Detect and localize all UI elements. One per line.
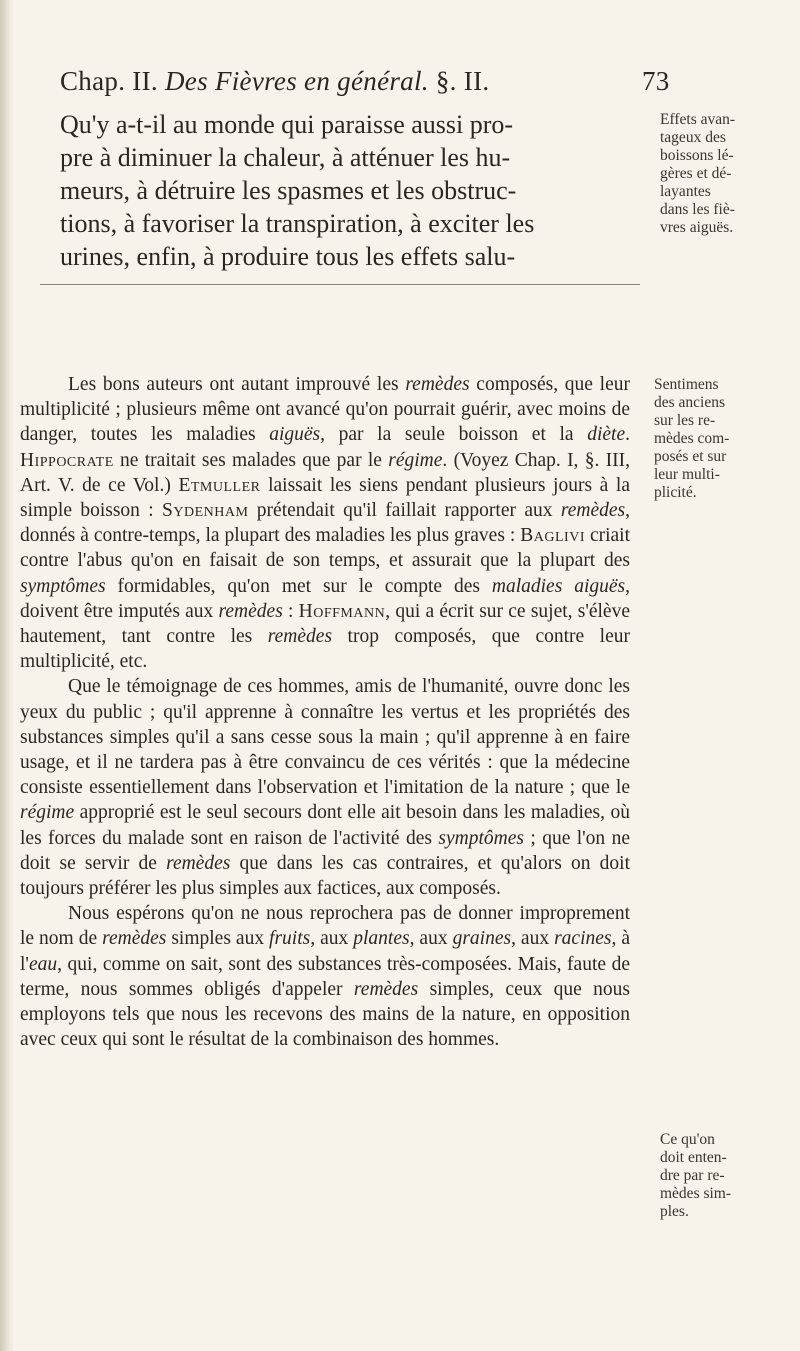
italic-run: racines — [554, 928, 612, 950]
text-run: formidables, qu'on met sur le compte des — [105, 575, 492, 597]
italic-run: remèdes — [405, 374, 470, 395]
opening-line: tions, à favoriser la transpiration, à exciter les — [60, 209, 535, 238]
italic-run: régime — [20, 802, 75, 824]
page-binding-shadow — [0, 0, 14, 1351]
text-run: trop composés, que contre leur multiplicité, etc. — [20, 626, 631, 673]
text-run: , aux — [310, 928, 354, 950]
italic-run: remèdes — [166, 852, 231, 874]
text-run: criait contre l'abus qu'on en faisait de son temps, et assurait que la plupart des — [20, 525, 631, 572]
italic-run: diète — [587, 424, 626, 446]
author-name: Hoffmann — [298, 600, 386, 622]
author-name: Baglivi — [520, 525, 585, 547]
italic-run: remèdes — [560, 500, 626, 522]
text-run: , donnés à contre-temps, la plupart des maladies les plus graves : — [20, 500, 630, 547]
margin-note-effets: Effets avan- tageux des boissons lé- gères et dé- layantes dans les fiè- vres aiguës. — [660, 111, 736, 236]
text-run: composés, que leur multiplicité ; plusieurs même ont avancé qu'on pourrait guérir, avec moins de danger, toutes les maladies — [20, 374, 630, 446]
margin-note-remedes-simples: Ce qu'on doit enten- dre par re- mèdes sim- ples. — [660, 1131, 732, 1220]
text-run: . — [625, 424, 630, 446]
opening-paragraph — [60, 108, 680, 273]
italic-run: remèdes — [102, 928, 167, 950]
text-run: , doivent être imputés aux — [20, 575, 630, 622]
opening-line: Qu'y a-t-il au monde qui paraisse aussi pro- — [60, 110, 514, 139]
text-run: simples aux — [166, 928, 270, 950]
opening-line: urines, enfin, à produire tous les effets salu- — [60, 242, 516, 271]
italic-run: aiguës — [269, 424, 321, 446]
author-name: Etmuller — [178, 474, 261, 496]
italic-run: graines — [452, 928, 512, 950]
text-run: laissait les siens pendant plusieurs jours à la simple boisson : — [20, 474, 630, 522]
margin-note-sentimens: Sentimens des anciens sur les re- mèdes com- posés et sur leur multi- plicité. — [654, 376, 730, 501]
italic-run: remèdes — [353, 978, 419, 1000]
paragraph-remedes-simples — [20, 901, 630, 1052]
text-run: , qui a écrit sur ce sujet, s'élève hautement, tant contre les — [20, 600, 630, 648]
author-name: Hippocrate — [20, 449, 114, 471]
italic-run: symptômes — [438, 827, 524, 849]
text-run: Nous espérons qu'on ne nous reprochera pas de donner improprement le nom de — [20, 903, 630, 950]
paragraph-temoignage — [20, 674, 630, 901]
text-run: Les bons auteurs ont autant improuvé les — [68, 374, 406, 395]
italic-run: remèdes — [218, 600, 283, 622]
italic-run: régime — [388, 449, 443, 471]
italic-run: eau — [28, 953, 58, 975]
footnote-divider — [40, 284, 640, 285]
text-run: , aux — [511, 928, 555, 950]
text-run: approprié est le seul secours dont elle ait besoin dans les maladies, où les forces du malade sont en raison de l'activité des — [20, 802, 630, 849]
paragraph-bons-auteurs — [20, 372, 630, 674]
text-run: ne traitait ses malades que par le — [113, 449, 389, 471]
italic-run: fruits — [269, 928, 311, 950]
text-run: , à l' — [20, 928, 630, 975]
text-run: prétendait qu'il faillait rapporter aux — [248, 500, 561, 522]
opening-line: pre à diminuer la chaleur, à atténuer les hu- — [60, 143, 511, 172]
chapter-label: Chap. II. — [60, 66, 158, 96]
text-run: Que le témoignage de ces hommes, amis de l'humanité, ouvre donc les yeux du public ; qu'il apprenne à connaître les vertus et les propriétés des substances simples qu'il a sans cesse sous la main ; qu'il apprenne à en faire usage, et il ne tardera pas à être convaincu de ces vérités : que la médecine consiste essentiellement dans l'observation et l'imitation de la nature ; que le — [20, 676, 630, 799]
italic-run: maladies aiguës — [491, 575, 626, 597]
text-run: simples, ceux que nous employons tels que nous les recevons des mains de la nature, en opposition avec ceux qui sont le résultat de la combinaison des hommes. — [20, 978, 630, 1051]
text-run: que dans les cas contraires, et qu'alors on doit toujours préférer les plus simples aux factices, aux composés. — [20, 852, 630, 900]
author-name: Sydenham — [162, 500, 249, 522]
text-run: , aux — [409, 928, 453, 950]
italic-run: plantes — [353, 928, 410, 950]
text-run: , qui, comme on sait, sont des substances très-composées. Mais, faute de terme, nous sommes obligés d'appeler — [20, 953, 630, 1000]
italic-run: symptômes — [20, 575, 106, 597]
italic-run: remèdes — [267, 626, 333, 648]
text-run: , par la seule boisson et la — [320, 424, 588, 446]
section-label: §. II. — [435, 66, 490, 96]
text-run: ; que l'on ne doit se servir de — [20, 827, 630, 874]
chapter-title: Des Fièvres en général. — [165, 66, 429, 96]
body-text — [20, 372, 630, 1052]
text-run: . (Voyez Chap. I, §. III, Art. V. de ce Vol.) — [20, 449, 630, 496]
running-head — [60, 66, 710, 97]
text-run: : — [282, 600, 299, 622]
page-number: 73 — [642, 66, 670, 96]
opening-line: meurs, à détruire les spasmes et les obstruc- — [60, 176, 517, 205]
